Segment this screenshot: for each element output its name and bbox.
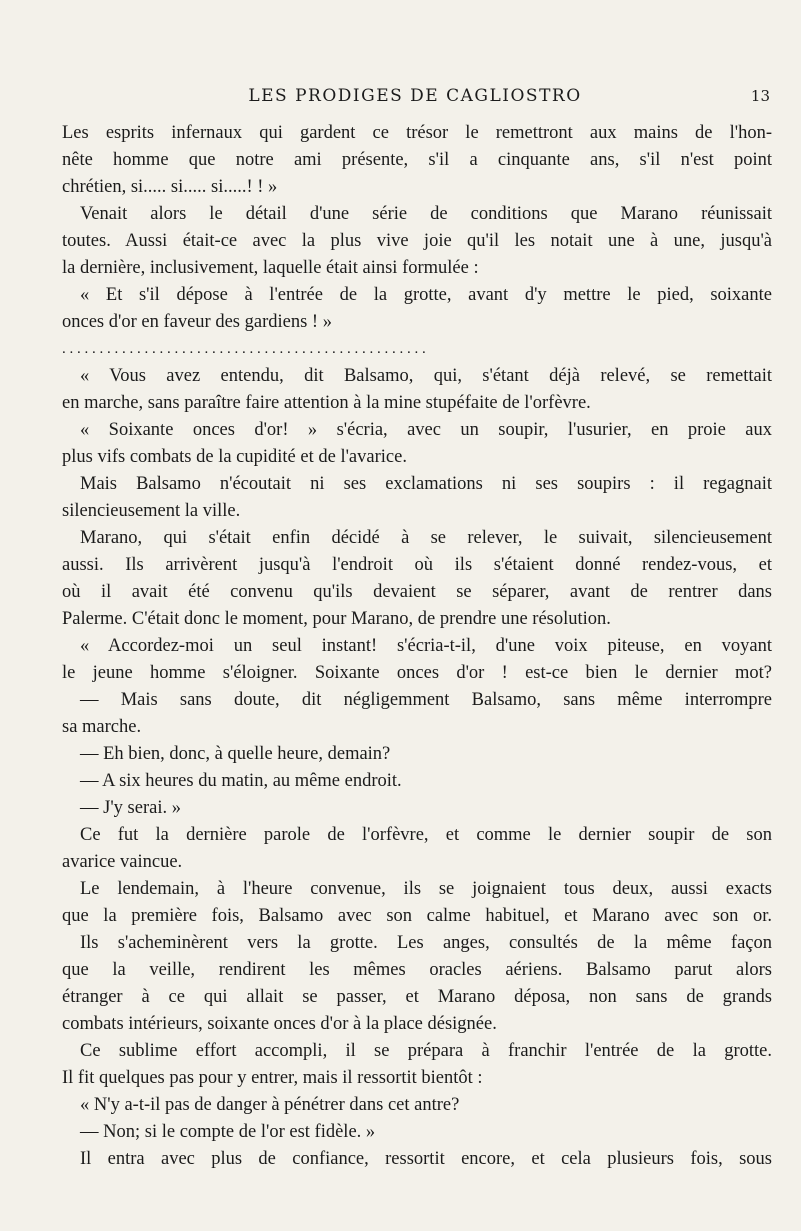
text-line: — A six heures du matin, au même endroit. — [80, 771, 402, 791]
text-line: Venait alors le détail d'une série de conditions que Marano réunissait — [80, 204, 772, 224]
text-line: chrétien, si..... si..... si.....! ! » — [62, 177, 278, 197]
text-line: le jeune homme s'éloigner. Soixante onces d'or ! est-ce bien le dernier mot? — [62, 663, 772, 683]
text-line: nête homme que notre ami présente, s'il a cinquante ans, s'il n'est point — [62, 150, 772, 170]
text-line: Ce sublime effort accompli, il se prépara à franchir l'entrée de la grotte. — [80, 1041, 772, 1061]
text-line: Il fit quelques pas pour y entrer, mais il ressortit bientôt : — [62, 1068, 483, 1088]
text-line: — Eh bien, donc, à quelle heure, demain? — [80, 744, 391, 764]
text-line: . . . . . . . . . . . . . . . . . . . . . . . . . . . . . . . . . . . . . . . . . . . . . . . . . — [62, 341, 426, 357]
text-line: Marano, qui s'était enfin décidé à se relever, le suivait, silencieusement — [80, 528, 772, 548]
text-line: aussi. Ils arrivèrent jusqu'à l'endroit où ils s'étaient donné rendez-vous, et — [62, 555, 772, 575]
text-line: « Accordez-moi un seul instant! s'écria-t-il, d'une voix piteuse, en voyant — [80, 636, 772, 656]
text-line: — Mais sans doute, dit négligemment Balsamo, sans même interrompre — [80, 690, 772, 710]
text-line: la dernière, inclusivement, laquelle était ainsi formulée : — [62, 258, 479, 278]
text-line: Mais Balsamo n'écoutait ni ses exclamations ni ses soupirs : il regagnait — [80, 474, 772, 494]
text-line: toutes. Aussi était-ce avec la plus vive joie qu'il les notait une à une, jusqu'à — [62, 231, 772, 251]
text-line: — J'y serai. » — [80, 798, 181, 818]
text-line: plus vifs combats de la cupidité et de l'avarice. — [62, 447, 407, 467]
text-line: étranger à ce qui allait se passer, et Marano déposa, non sans de grands — [62, 987, 772, 1007]
text-line: en marche, sans paraître faire attention à la mine stupéfaite de l'orfèvre. — [62, 393, 591, 413]
text-line: « N'y a-t-il pas de danger à pénétrer dans cet antre? — [80, 1095, 460, 1115]
text-line: Il entra avec plus de confiance, ressortit encore, et cela plusieurs fois, sous — [80, 1149, 772, 1169]
text-line: Le lendemain, à l'heure convenue, ils se joignaient tous deux, aussi exacts — [80, 879, 772, 899]
running-head — [60, 86, 770, 110]
text-line: silencieusement la ville. — [62, 501, 241, 521]
text-line: que la veille, rendirent les mêmes oracles aériens. Balsamo parut alors — [62, 960, 772, 980]
text-line: « Soixante onces d'or! » s'écria, avec un soupir, l'usurier, en proie aux — [80, 420, 772, 440]
text-line: Les esprits infernaux qui gardent ce trésor le remettront aux mains de l'hon- — [62, 123, 772, 143]
page-number: 13 — [750, 87, 770, 105]
body-text — [62, 120, 772, 1173]
text-line: Palerme. C'était donc le moment, pour Marano, de prendre une résolution. — [62, 609, 611, 629]
text-line: où il avait été convenu qu'ils devaient se séparer, avant de rentrer dans — [62, 582, 772, 602]
text-line: combats intérieurs, soixante onces d'or à la place désignée. — [62, 1014, 497, 1034]
text-line: que la première fois, Balsamo avec son calme habituel, et Marano avec son or. — [62, 906, 772, 926]
text-line: Ce fut la dernière parole de l'orfèvre, et comme le dernier soupir de son — [80, 825, 772, 845]
text-line: « Et s'il dépose à l'entrée de la grotte, avant d'y mettre le pied, soixante — [80, 285, 772, 305]
text-line: sa marche. — [62, 717, 142, 737]
text-line: avarice vaincue. — [62, 852, 183, 872]
text-line: « Vous avez entendu, dit Balsamo, qui, s'étant déjà relevé, se remettait — [80, 366, 772, 386]
text-line: Ils s'acheminèrent vers la grotte. Les anges, consultés de la même façon — [80, 933, 772, 953]
running-title: LES PRODIGES DE CAGLIOSTRO — [248, 86, 582, 106]
text-line: — Non; si le compte de l'or est fidèle. » — [80, 1122, 376, 1142]
text-line: onces d'or en faveur des gardiens ! » — [62, 312, 332, 332]
